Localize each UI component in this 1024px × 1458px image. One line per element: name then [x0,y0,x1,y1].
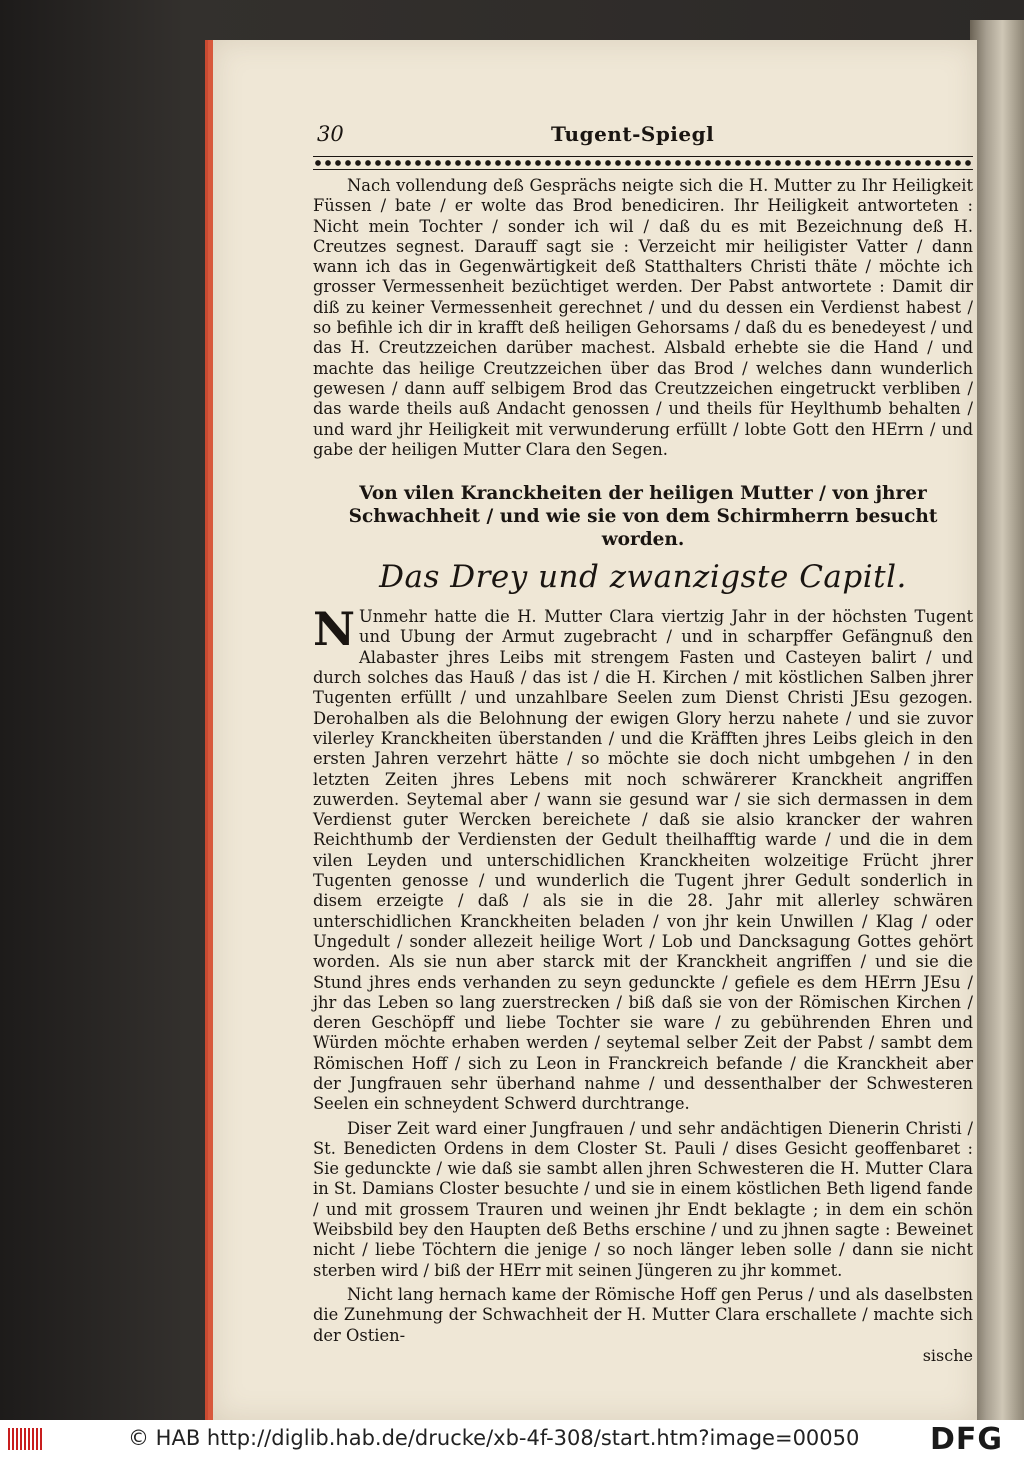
paragraph-2 [313,602,973,1114]
source-link[interactable]: © HAB http://diglib.hab.de/drucke/xb-4f-308/start.htm?image=00050 [128,1426,860,1450]
running-title: Tugent-Spiegl [551,122,715,146]
paragraph-1: Nach vollendung deß Gesprächs neigte sich die H. Mutter zu Ihr Heiligkeit Füssen / bate / er wolte das Brod benediciren. Ihr Heiligkeit antworteten : Nicht mein Tochter / sonder ich wil / daß du es mit Bezeichnung deß H. Creutzes segnest. Darauff sagt sie : Verzeicht mir heiligister Vatter / dann wann ich das in Gegenwärtigkeit deß Statthalters Christi thäte / möchte ich grosser Vermessenheit bezüchtiget werden. Der Pabst antwortete : Damit dir diß zu keiner Vermessenheit gerechnet / und du dessen ein Verdienst habest / so befihle ich dir in krafft deß heiligen Gehorsams / daß du es benedeyest / und das H. Creutzzeichen darüber machest. Alsbald erhebte sie die Hand / und machte das heilige Creutzzeichen über das Brod / welches dann wunderlich gewesen / dann auff selbigem Brod das Creutzzeichen eingetruckt verbliben / das warde theils auß Andacht genossen / und theils für Heylthumb behalten / und ward jhr Heiligkeit mit verwunderung erfüllt / lobte Gott den HErrn / und gabe der heiligen Mutter Clara den Segen. [313,176,973,459]
catchword: sische [922,1345,973,1365]
page-number: 30 [317,122,344,146]
chapter-heading: Von vilen Kranckheiten der heiligen Mutter / von jhrer Schwachheit / und wie sie von dem Schirmherrn besucht worden. [348,483,938,551]
paragraph-4: Nicht lang hernach kame der Römische Hoff gen Perus / und als daselbsten die Zunehmung der Schwachheit der H. Mutter Clara erschallete / machte sich der Ostien- [313,1284,973,1345]
running-head [313,122,973,152]
barcode-icon [8,1428,42,1450]
paragraph-2-text: Unmehr hatte die H. Mutter Clara viertzig Jahr in der höchsten Tugent und Ubung der Armut zugebracht / und in scharpffer Gefängnuß den Alabaster jhres Leibs mit strengem Fasten und Casteyen balirt / und durch solches das Hauß / das ist / die H. Kirchen / mit köstlichen Salben jhrer Tugenten erfüllt / und unzahlbare Seelen zum Dienst Christi JEsu gezogen. Derohalben als die Belohnung der ewigen Glory herzu nahete / und sie zuvor vilerley Kranckheiten überstanden / und die Kräfften jhres Leibs gleich in den ersten Jahren verzehrt hätte / so möchte sie doch nicht umbgehen / in den letzten Zeiten jhres Lebens mit noch schwärerer Kranckheit angriffen zuwerden. Seytemal aber / wann sie gesund war / sie sich dermassen in dem Verdienst guter Wercken bereichete / daß sie alsio krancker der wahren Reichthumb der Verdiensten der Gedult theilhafftig warde / und die in dem vilen Leyden und unterschidlichen Kranckheiten wolzeitige Frücht jhrer Tugenten genosse / und wunderlich die Tugent jhrer Gedult sonderlich in disem erzeigte / daß / als sie in die 28. Jahr mit allerley schwären unterschidlichen Kranckheiten beladen / von jhr kein Unwillen / Klag / oder Ungedult / sonder allezeit heilige Wort / Lob und Dancksagung Gottes gehört worden. Als sie nun aber starck mit der Kranckheit angriffen / und sie die Stund jhres ends verhanden zu seyn gedunckte / gefiele es dem HErrn JEsu / jhr das Leben so lang zuerstrecken / biß daß sie von der Römischen Kirchen / deren Geschöpff und liebe Tochter sie ware / zu gebührenden Ehren und Würden möchte erhaben werden / seytemal selber Zeit der Pabst / sambt dem Römischen Hoff / sich zu Leon in Franckreich befande / die Kranckheit aber der Jungfrauen sehr überhand nahme / und dessenthalber der Schwesteren Seelen ein schneydent Schwerd durchtrange. [313,607,973,1114]
ornament-rule [313,156,973,170]
dfg-logo: DFG [930,1422,1004,1457]
book-edge [970,20,1024,1425]
book-page [205,40,977,1420]
chapter-title: Das Drey und zwanzigste Capitl. [379,559,907,596]
paragraph-3: Diser Zeit ward einer Jungfrauen / und sehr andächtigen Dienerin Christi / St. Benedicten Ordens in dem Closter St. Pauli / dises Gesicht geoffenbaret : Sie gedunckte / wie daß sie sambt allen jhren Schwesteren die H. Mutter Clara in St. Damians Closter besuchte / und sie in einem köstlichen Beth ligend fande / und mit grossem Trauren und weinen jhr Endt beklagte ; in dem ein schön Weibsbild bey den Haupten deß Beths erschine / und zu jhnen sagte : Beweinet nicht / liebe Töchtern die jenige / so noch länger leben solle / dann sie nicht sterben wird / biß der HErr mit seinen Jüngeren zu jhr kommet. [313,1118,973,1280]
drop-cap: N [313,602,356,657]
footer-bar [0,1420,1024,1458]
text-block [313,122,973,1365]
